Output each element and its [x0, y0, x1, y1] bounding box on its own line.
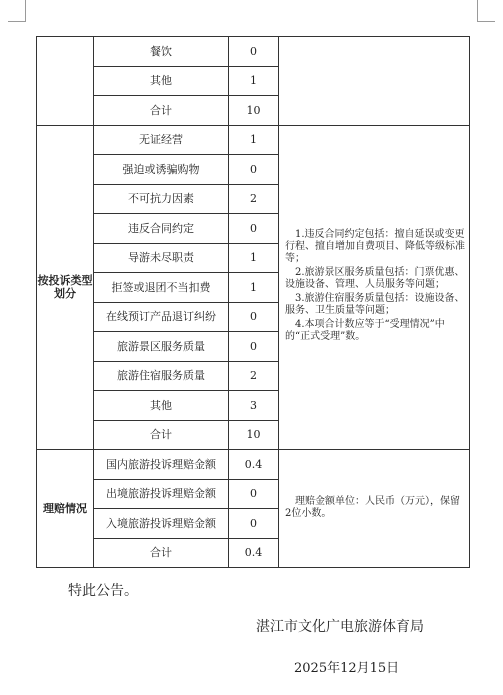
item-cell: 其他: [94, 391, 229, 421]
value-cell: 10: [229, 420, 279, 450]
item-cell: 合计: [94, 96, 229, 126]
note-paragraph: 3.旅游住宿服务质量包括：设施设备、服务、卫生质量等问题；: [285, 293, 465, 317]
value-cell: 0.4: [229, 450, 279, 480]
crop-mark: [477, 0, 478, 22]
item-cell: 在线预订产品退订纠纷: [94, 302, 229, 332]
notes-cell: [279, 125, 470, 450]
publication-date: 2025年12月15日: [294, 661, 400, 676]
table-row: [37, 37, 470, 67]
note-paragraph: 2.旅游景区服务质量包括：门票优惠、设施设备、管理、人员服务等问题；: [285, 267, 465, 291]
value-cell: 0: [229, 332, 279, 362]
item-cell: 违反合同约定: [94, 214, 229, 244]
value-cell: 0.4: [229, 538, 279, 568]
value-cell: 1: [229, 125, 279, 155]
value-cell: 1: [229, 66, 279, 96]
table-body: [37, 37, 470, 568]
item-cell: 国内旅游投诉理赔金额: [94, 450, 229, 480]
crop-mark: [8, 21, 26, 22]
value-cell: 3: [229, 391, 279, 421]
notes-cell: [279, 37, 470, 126]
item-cell: 导游未尽职责: [94, 243, 229, 273]
section-label: 理赔情况: [37, 450, 94, 568]
value-cell: 0: [229, 37, 279, 67]
item-cell: 强迫或诱骗购物: [94, 155, 229, 185]
notes-cell: [279, 450, 470, 568]
announcement-text: 特此公告。: [68, 583, 138, 599]
section-label: 按投诉类型划分: [37, 125, 94, 450]
note-paragraph: 4.本项合计数应等于“受理情况”中的“正式受理”数。: [285, 319, 445, 343]
value-cell: 0: [229, 155, 279, 185]
section-label: [37, 37, 94, 126]
value-cell: 2: [229, 361, 279, 391]
note-paragraph: 理赔金额单位：人民币（万元），保留2位小数。: [285, 495, 460, 519]
item-cell: 旅游景区服务质量: [94, 332, 229, 362]
value-cell: 0: [229, 479, 279, 509]
statistics-table: [36, 36, 470, 568]
value-cell: 2: [229, 184, 279, 214]
issuing-authority: 湛江市文化广电旅游体育局: [256, 619, 424, 635]
item-cell: 拒签或退团不当扣费: [94, 273, 229, 303]
item-cell: 不可抗力因素: [94, 184, 229, 214]
value-cell: 1: [229, 273, 279, 303]
item-cell: 合计: [94, 538, 229, 568]
crop-mark: [477, 21, 495, 22]
table-row: [37, 125, 470, 155]
item-cell: 其他: [94, 66, 229, 96]
item-cell: 餐饮: [94, 37, 229, 67]
crop-mark: [25, 0, 26, 22]
item-cell: 合计: [94, 420, 229, 450]
item-cell: 旅游住宿服务质量: [94, 361, 229, 391]
value-cell: 1: [229, 243, 279, 273]
value-cell: 0: [229, 214, 279, 244]
item-cell: 出境旅游投诉理赔金额: [94, 479, 229, 509]
item-cell: 无证经营: [94, 125, 229, 155]
table-row: [37, 450, 470, 480]
value-cell: 0: [229, 509, 279, 539]
item-cell: 入境旅游投诉理赔金额: [94, 509, 229, 539]
note-paragraph: 1.违反合同约定包括：擅自延误或变更行程、擅自增加自费项目、降低等级标准等；: [285, 229, 465, 265]
value-cell: 10: [229, 96, 279, 126]
value-cell: 0: [229, 302, 279, 332]
